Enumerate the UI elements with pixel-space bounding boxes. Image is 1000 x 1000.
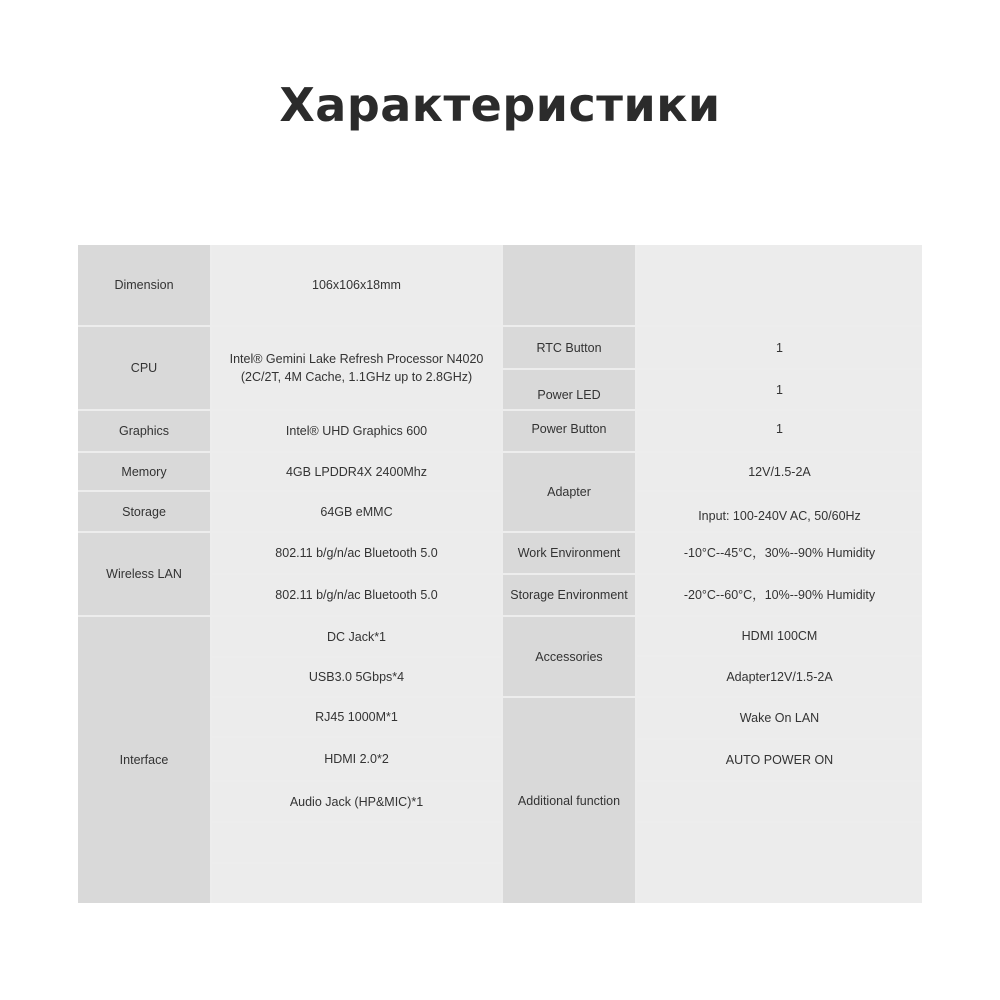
value-interface-4: HDMI 2.0*2 [212,738,501,780]
value-graphics: Intel® UHD Graphics 600 [212,411,501,451]
value-rtc-button: 1 [637,327,922,368]
value-accessories-2: Adapter12V/1.5-2A [637,657,922,696]
label-storage: Storage [78,492,210,531]
label-interface: Interface [78,617,210,903]
value-power-led: 1 [637,370,922,409]
value-additional-4 [637,823,922,903]
label-graphics: Graphics [78,411,210,451]
value-dimension: 106x106x18mm [212,245,501,325]
spec-table [78,245,922,903]
label-rtc-button: RTC Button [503,327,635,368]
value-storage-environment: -20°C--60°C，10%--90% Humidity [637,575,922,615]
label-additional-function: Additional function [503,698,635,903]
value-additional-1: Wake On LAN [637,698,922,738]
label-storage-environment: Storage Environment [503,575,635,615]
label-accessories: Accessories [503,617,635,696]
label-memory: Memory [78,453,210,490]
value-cpu-line2: (2C/2T, 4M Cache, 1.1GHz up to 2.8GHz) [240,370,473,384]
value-power-button: 1 [637,411,922,451]
label-power-button: Power Button [503,411,635,451]
value-interface-2: USB3.0 5Gbps*4 [212,658,501,696]
value-adapter-1: 12V/1.5-2A [637,453,922,490]
value-adapter-2: Input: 100-240V AC, 50/60Hz [637,492,922,531]
value-interface-3: RJ45 1000M*1 [212,698,501,736]
value-interface-5: Audio Jack (HP&MIC)*1 [212,782,501,821]
label-empty-top [503,245,635,325]
value-storage: 64GB eMMC [212,492,501,531]
value-work-environment: -10°C--45°C，30%--90% Humidity [637,533,922,573]
value-interface-1: DC Jack*1 [212,617,501,656]
value-wireless-1: 802.11 b/g/n/ac Bluetooth 5.0 [212,533,501,573]
value-empty-top [637,245,922,325]
label-cpu: CPU [78,327,210,409]
value-cpu-line1: Intel® Gemini Lake Refresh Processor N4020 [229,352,484,366]
value-memory: 4GB LPDDR4X 2400Mhz [212,453,501,490]
value-additional-3 [637,782,922,821]
label-power-led: Power LED [503,370,635,409]
value-wireless-2: 802.11 b/g/n/ac Bluetooth 5.0 [212,575,501,615]
page-title: Характеристики [279,78,721,132]
value-interface-7 [212,864,501,903]
value-interface-6 [212,823,501,862]
value-accessories-1: HDMI 100CM [637,617,922,655]
label-wireless-lan: Wireless LAN [78,533,210,615]
label-work-environment: Work Environment [503,533,635,573]
label-adapter: Adapter [503,453,635,531]
label-dimension: Dimension [78,245,210,325]
value-additional-2: AUTO POWER ON [637,740,922,780]
value-cpu [212,327,501,409]
